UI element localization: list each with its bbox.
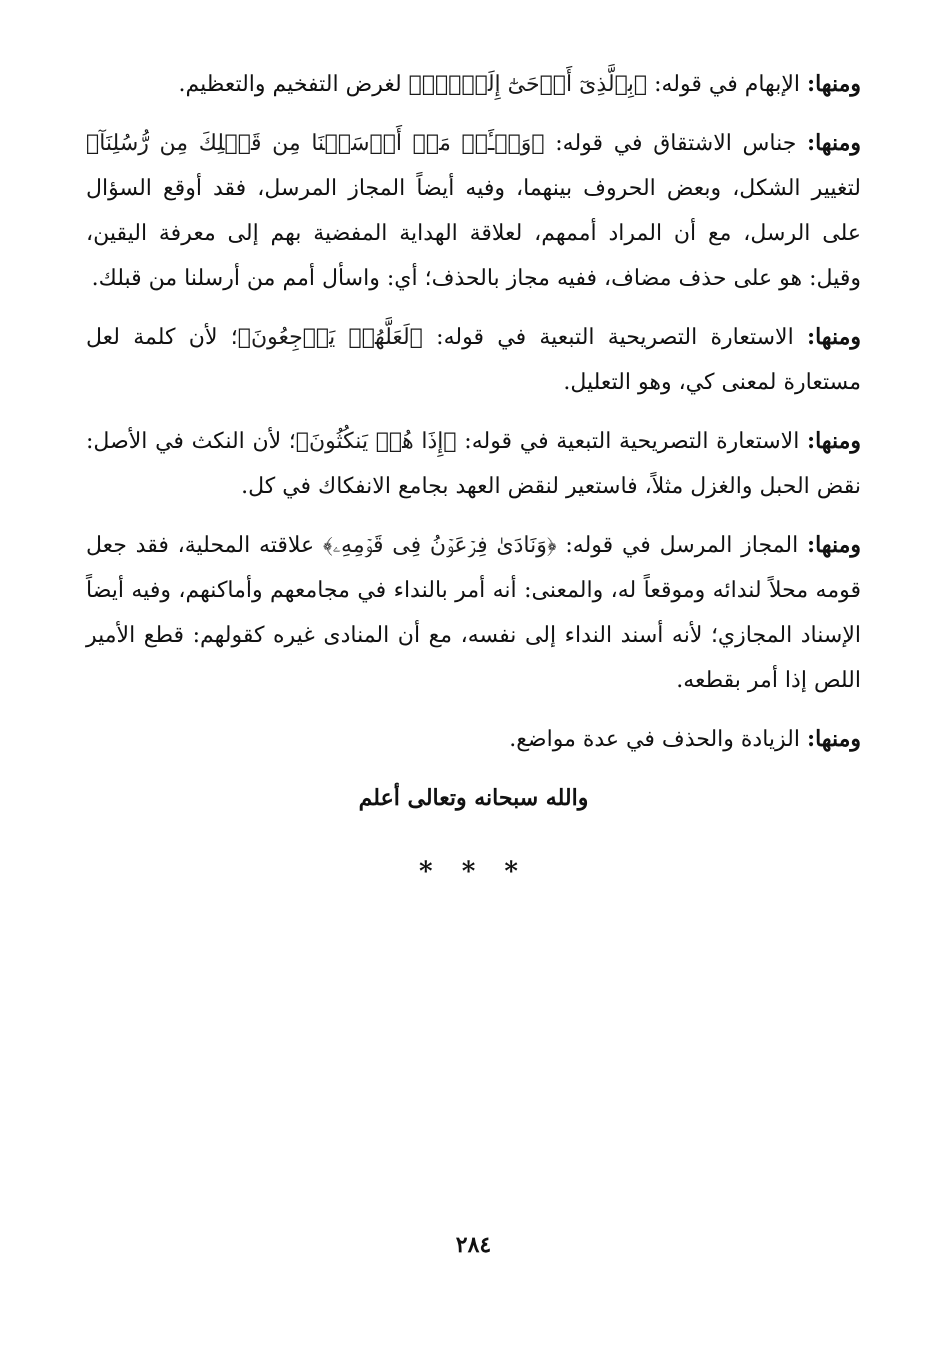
paragraph-lead: ومنها: — [806, 71, 861, 97]
paragraph-lead: ومنها: — [806, 428, 861, 454]
paragraph-jinas — [86, 121, 861, 301]
quran-quote: ﴿وَنَادَىٰ فِرۡعَوۡنُ فِى قَوۡمِهِۦ﴾ — [322, 533, 557, 558]
paragraph-ibham — [86, 62, 861, 107]
paragraph-text: جناس الاشتقاق في قوله: — [544, 131, 807, 156]
section-separator: * * * — [419, 857, 528, 887]
closing-phrase: والله سبحانه وتعالى أعلم — [358, 785, 589, 811]
paragraph-istiara-1 — [86, 315, 861, 405]
paragraph-lead: ومنها: — [806, 324, 861, 350]
paragraph-text: علاقته المحلية، فقد جعل قومه محلاً لندائه وموقعاً له، والمعنى: أنه أمر بالنداء في مجامعهم وأماكنهم، وفيه أيضاً الإسناد المجازي؛ لأنه أسند النداء إلى نفسه، مع أن المنادى غيره كقولهم: قطع الأمير اللص إذا أمر بقطعه. — [86, 533, 861, 693]
paragraph-istiara-2 — [86, 419, 861, 509]
paragraph-ziyada — [86, 717, 861, 762]
paragraph-text: لغرض التفخيم والتعظيم. — [178, 72, 409, 97]
quran-quote: ﴿بِٱلَّذِىٓ أَوۡحَىٰٓ إِلَيۡكَۖ﴾ — [408, 72, 648, 97]
paragraph-text: الاستعارة التصريحية التبعية في قوله: — [456, 429, 807, 454]
paragraph-lead: ومنها: — [806, 532, 861, 558]
paragraph-text: ؛ لأن النكث في الأصل: نقض الحبل والغزل مثلاً، فاستعير لنقض العهد بجامع الانفكاك في كل. — [86, 429, 861, 499]
paragraph-text: الاستعارة التصريحية التبعية في قوله: — [422, 325, 807, 350]
page-number: ٢٨٤ — [455, 1232, 492, 1258]
paragraph-lead: ومنها: — [806, 726, 861, 752]
paragraph-text: لتغيير الشكل، وبعض الحروف بينهما، وفيه أيضاً المجاز المرسل، فقد أوقع السؤال على الرسل، مع أن المراد أممهم، لعلاقة الهداية المفضية بهم إلى معرفة اليقين، وقيل: هو على حذف مضاف، ففيه مجاز بالحذف؛ أي: واسأل أمم من أرسلنا من قبلك. — [86, 176, 861, 291]
paragraph-text: الإبهام في قوله: — [647, 72, 807, 97]
paragraph-lead: ومنها: — [806, 130, 861, 156]
paragraph-text: الزيادة والحذف في عدة مواضع. — [509, 727, 807, 752]
quran-quote: ﴿إِذَا هُمۡ يَنكُثُونَ﴾ — [295, 429, 457, 454]
paragraph-text: المجاز المرسل في قوله: — [556, 533, 807, 558]
quran-quote: ﴿وَسۡـَٔلۡ مَنۡ أَرۡسَلۡنَا مِن قَبۡلِكَ مِن رُّسُلِنَآ﴾ — [86, 131, 545, 156]
paragraph-text: ؛ لأن كلمة لعل مستعارة لمعنى كي، وهو التعليل. — [86, 325, 861, 395]
paragraph-majaz-mursal — [86, 523, 861, 703]
quran-quote: ﴿لَعَلَّهُمۡ يَرۡجِعُونَ﴾ — [237, 325, 423, 350]
